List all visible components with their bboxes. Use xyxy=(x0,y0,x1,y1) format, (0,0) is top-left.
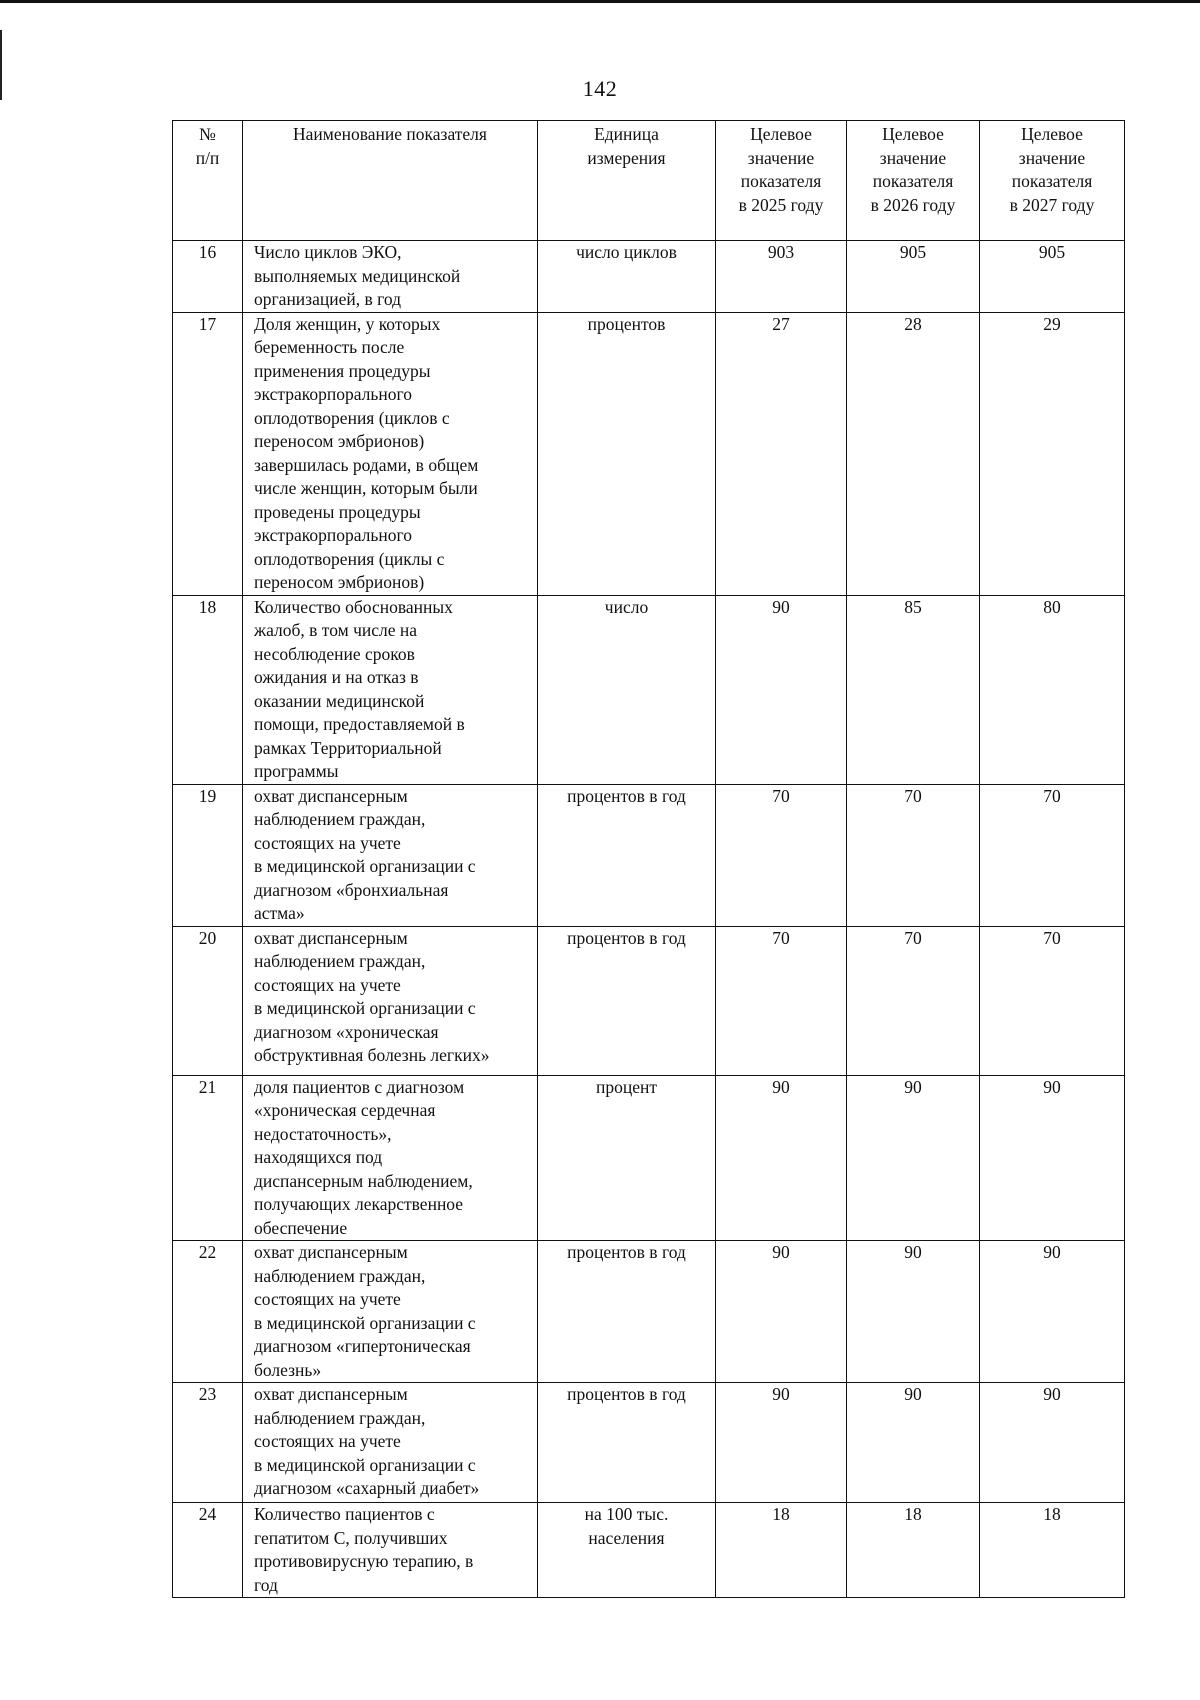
value-2027: 90 xyxy=(980,1075,1125,1241)
table-row xyxy=(173,1503,1125,1598)
row-number: 22 xyxy=(173,1241,243,1383)
table-row xyxy=(173,926,1125,1075)
table-row xyxy=(173,595,1125,784)
value-2026: 18 xyxy=(847,1503,980,1598)
value-2027: 18 xyxy=(980,1503,1125,1598)
unit-of-measure: число xyxy=(538,595,716,784)
indicator-name: Количество обоснованных жалоб, в том числе на несоблюдение сроков ожидания и на отказ в оказании медицинской помощи, предоставляемой в рамках Территориальной программы xyxy=(243,595,538,784)
value-2025: 27 xyxy=(716,312,847,595)
row-number: 23 xyxy=(173,1383,243,1503)
page-top-border xyxy=(0,0,1200,3)
row-number: 16 xyxy=(173,241,243,313)
value-2027: 70 xyxy=(980,926,1125,1075)
value-2026: 905 xyxy=(847,241,980,313)
value-2026: 90 xyxy=(847,1383,980,1503)
value-2027: 90 xyxy=(980,1241,1125,1383)
table-row xyxy=(173,1075,1125,1241)
header-number: № п/п xyxy=(173,121,243,241)
table-row xyxy=(173,1383,1125,1503)
unit-of-measure: на 100 тыс. населения xyxy=(538,1503,716,1598)
table-row xyxy=(173,784,1125,926)
unit-of-measure: процент xyxy=(538,1075,716,1241)
table-row xyxy=(173,312,1125,595)
row-number: 19 xyxy=(173,784,243,926)
row-number: 17 xyxy=(173,312,243,595)
value-2026: 90 xyxy=(847,1241,980,1383)
indicator-name: охват диспансерным наблюдением граждан, состоящих на учете в медицинской организации с диагнозом «гипертоническая болезнь» xyxy=(243,1241,538,1383)
indicator-name: Количество пациентов с гепатитом С, получивших противовирусную терапию, в год xyxy=(243,1503,538,1598)
value-2026: 70 xyxy=(847,926,980,1075)
indicator-name: охват диспансерным наблюдением граждан, состоящих на учете в медицинской организации с диагнозом «сахарный диабет» xyxy=(243,1383,538,1503)
value-2025: 70 xyxy=(716,926,847,1075)
unit-of-measure: процентов в год xyxy=(538,926,716,1075)
value-2027: 29 xyxy=(980,312,1125,595)
table-header-row xyxy=(173,121,1125,241)
header-name: Наименование показателя xyxy=(243,121,538,241)
indicator-name: Число циклов ЭКО, выполняемых медицинской организацией, в год xyxy=(243,241,538,313)
unit-of-measure: процентов в год xyxy=(538,784,716,926)
unit-of-measure: процентов xyxy=(538,312,716,595)
value-2026: 90 xyxy=(847,1075,980,1241)
value-2027: 90 xyxy=(980,1383,1125,1503)
value-2025: 90 xyxy=(716,595,847,784)
header-unit: Единица измерения xyxy=(538,121,716,241)
unit-of-measure: число циклов xyxy=(538,241,716,313)
unit-of-measure: процентов в год xyxy=(538,1383,716,1503)
header-2026: Целевое значение показателя в 2026 году xyxy=(847,121,980,241)
value-2025: 903 xyxy=(716,241,847,313)
page-number: 142 xyxy=(582,76,618,101)
value-2027: 70 xyxy=(980,784,1125,926)
value-2025: 70 xyxy=(716,784,847,926)
header-2027: Целевое значение показателя в 2027 году xyxy=(980,121,1125,241)
indicator-name: Доля женщин, у которых беременность после применения процедуры экстракорпорального оплодотворения (циклов с переносом эмбрионов) завершилась родами, в общем числе женщин, которым были проведены процедуры экстракорпорального оплодотворения (циклы с переносом эмбрионов) xyxy=(243,312,538,595)
value-2026: 70 xyxy=(847,784,980,926)
header-2025: Целевое значение показателя в 2025 году xyxy=(716,121,847,241)
value-2027: 905 xyxy=(980,241,1125,313)
value-2027: 80 xyxy=(980,595,1125,784)
row-number: 20 xyxy=(173,926,243,1075)
value-2025: 90 xyxy=(716,1241,847,1383)
row-number: 21 xyxy=(173,1075,243,1241)
indicator-name: охват диспансерным наблюдением граждан, состоящих на учете в медицинской организации с диагнозом «бронхиальная астма» xyxy=(243,784,538,926)
value-2026: 85 xyxy=(847,595,980,784)
indicator-name: доля пациентов с диагнозом «хроническая сердечная недостаточность», находящихся под диспансерным наблюдением, получающих лекарственное обеспечение xyxy=(243,1075,538,1241)
value-2025: 90 xyxy=(716,1383,847,1503)
value-2025: 90 xyxy=(716,1075,847,1241)
row-number: 18 xyxy=(173,595,243,784)
value-2025: 18 xyxy=(716,1503,847,1598)
table-row xyxy=(173,1241,1125,1383)
indicators-table xyxy=(172,120,1125,1598)
row-number: 24 xyxy=(173,1503,243,1598)
table-row xyxy=(173,241,1125,313)
unit-of-measure: процентов в год xyxy=(538,1241,716,1383)
value-2026: 28 xyxy=(847,312,980,595)
indicator-name: охват диспансерным наблюдением граждан, состоящих на учете в медицинской организации с диагнозом «хроническая обструктивная болезнь легких» xyxy=(243,926,538,1075)
